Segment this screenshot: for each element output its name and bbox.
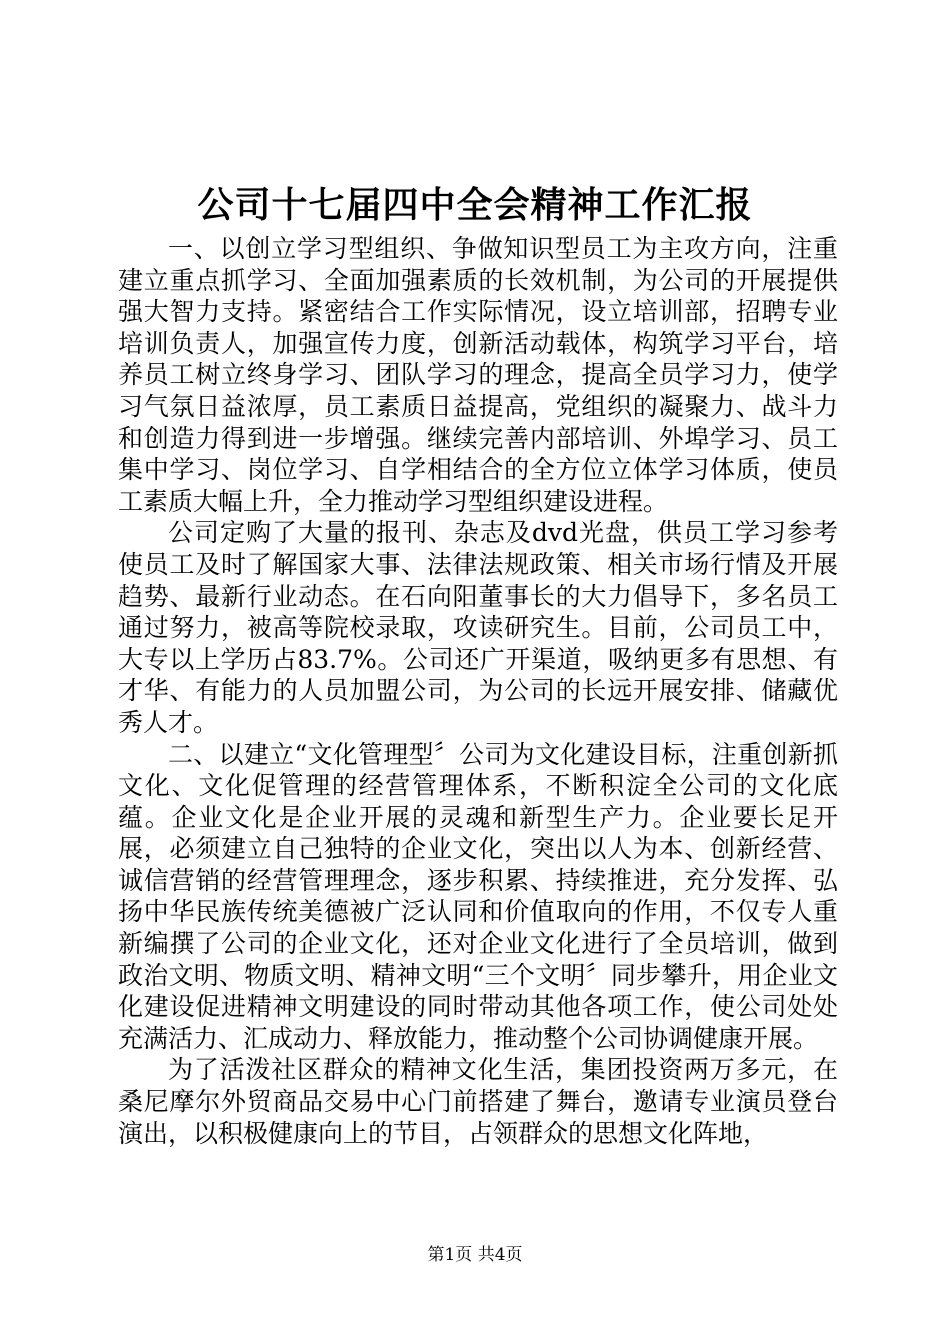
paragraph-1: 一、以创立学习型组织、争做知识型员工为主攻方向，注重建立重点抓学习、全面加强素质的长效机制，为公司的开展提供强大智力支持。紧密结合工作实际情况，设立培训部，招聘专业培训负责人，加强宣传力度，创新活动载体，构筑学习平台，培养员工树立终身学习、团队学习的理念，提高全员学习力，使学习气氛日益浓厚，员工素质日益提高，党组织的凝聚力、战斗力和创造力得到进一步增强。继续完善内部培训、外埠学习、员工集中学习、岗位学习、自学相结合的全方位立体学习体质，使员工素质大幅上升，全力推动学习型组织建设进程。 (118, 234, 838, 516)
paragraph-4: 为了活泼社区群众的精神文化生活，集团投资两万多元，在桑尼摩尔外贸商品交易中心门前搭建了舞台，邀请专业演员登台演出，以积极健康向上的节目，占领群众的思想文化阵地， (118, 1055, 838, 1148)
document-title: 公司十七届四中全会精神工作汇报 (197, 184, 753, 226)
page-footer: 第1页 共4页 (427, 1245, 523, 1265)
document-body (118, 233, 838, 1149)
paragraph-3: 二、以建立“文化管理型〞公司为文化建设目标，注重创新抓文化、文化促管理的经营管理体系，不断积淀全公司的文化底蕴。企业文化是企业开展的灵魂和新型生产力。企业要长足开展，必须建立自己独特的企业文化，突出以人为本、创新经营、诚信营销的经营管理理念，逐步积累、持续推进，充分发挥、弘扬中华民族传统美德被广泛认同和价值取向的作用，不仅专人重新编撰了公司的企业文化，还对企业文化进行了全员培训，做到政治文明、物质文明、精神文明“三个文明〞同步攀升，用企业文化建设促进精神文明建设的同时带动其他各项工作，使公司处处充满活力、汇成动力、释放能力，推动整个公司协调健康开展。 (118, 739, 838, 1053)
paragraph-2: 公司定购了大量的报刊、杂志及dvd光盘，供员工学习参考使员工及时了解国家大事、法律法规政策、相关市场行情及开展趋势、最新行业动态。在石向阳董事长的大力倡导下，多名员工通过努力，被高等院校录取，攻读研究生。目前，公司员工中，大专以上学历占83.7%。公司还广开渠道，吸纳更多有思想、有才华、有能力的人员加盟公司，为公司的长远开展安排、储藏优秀人才。 (118, 518, 838, 737)
